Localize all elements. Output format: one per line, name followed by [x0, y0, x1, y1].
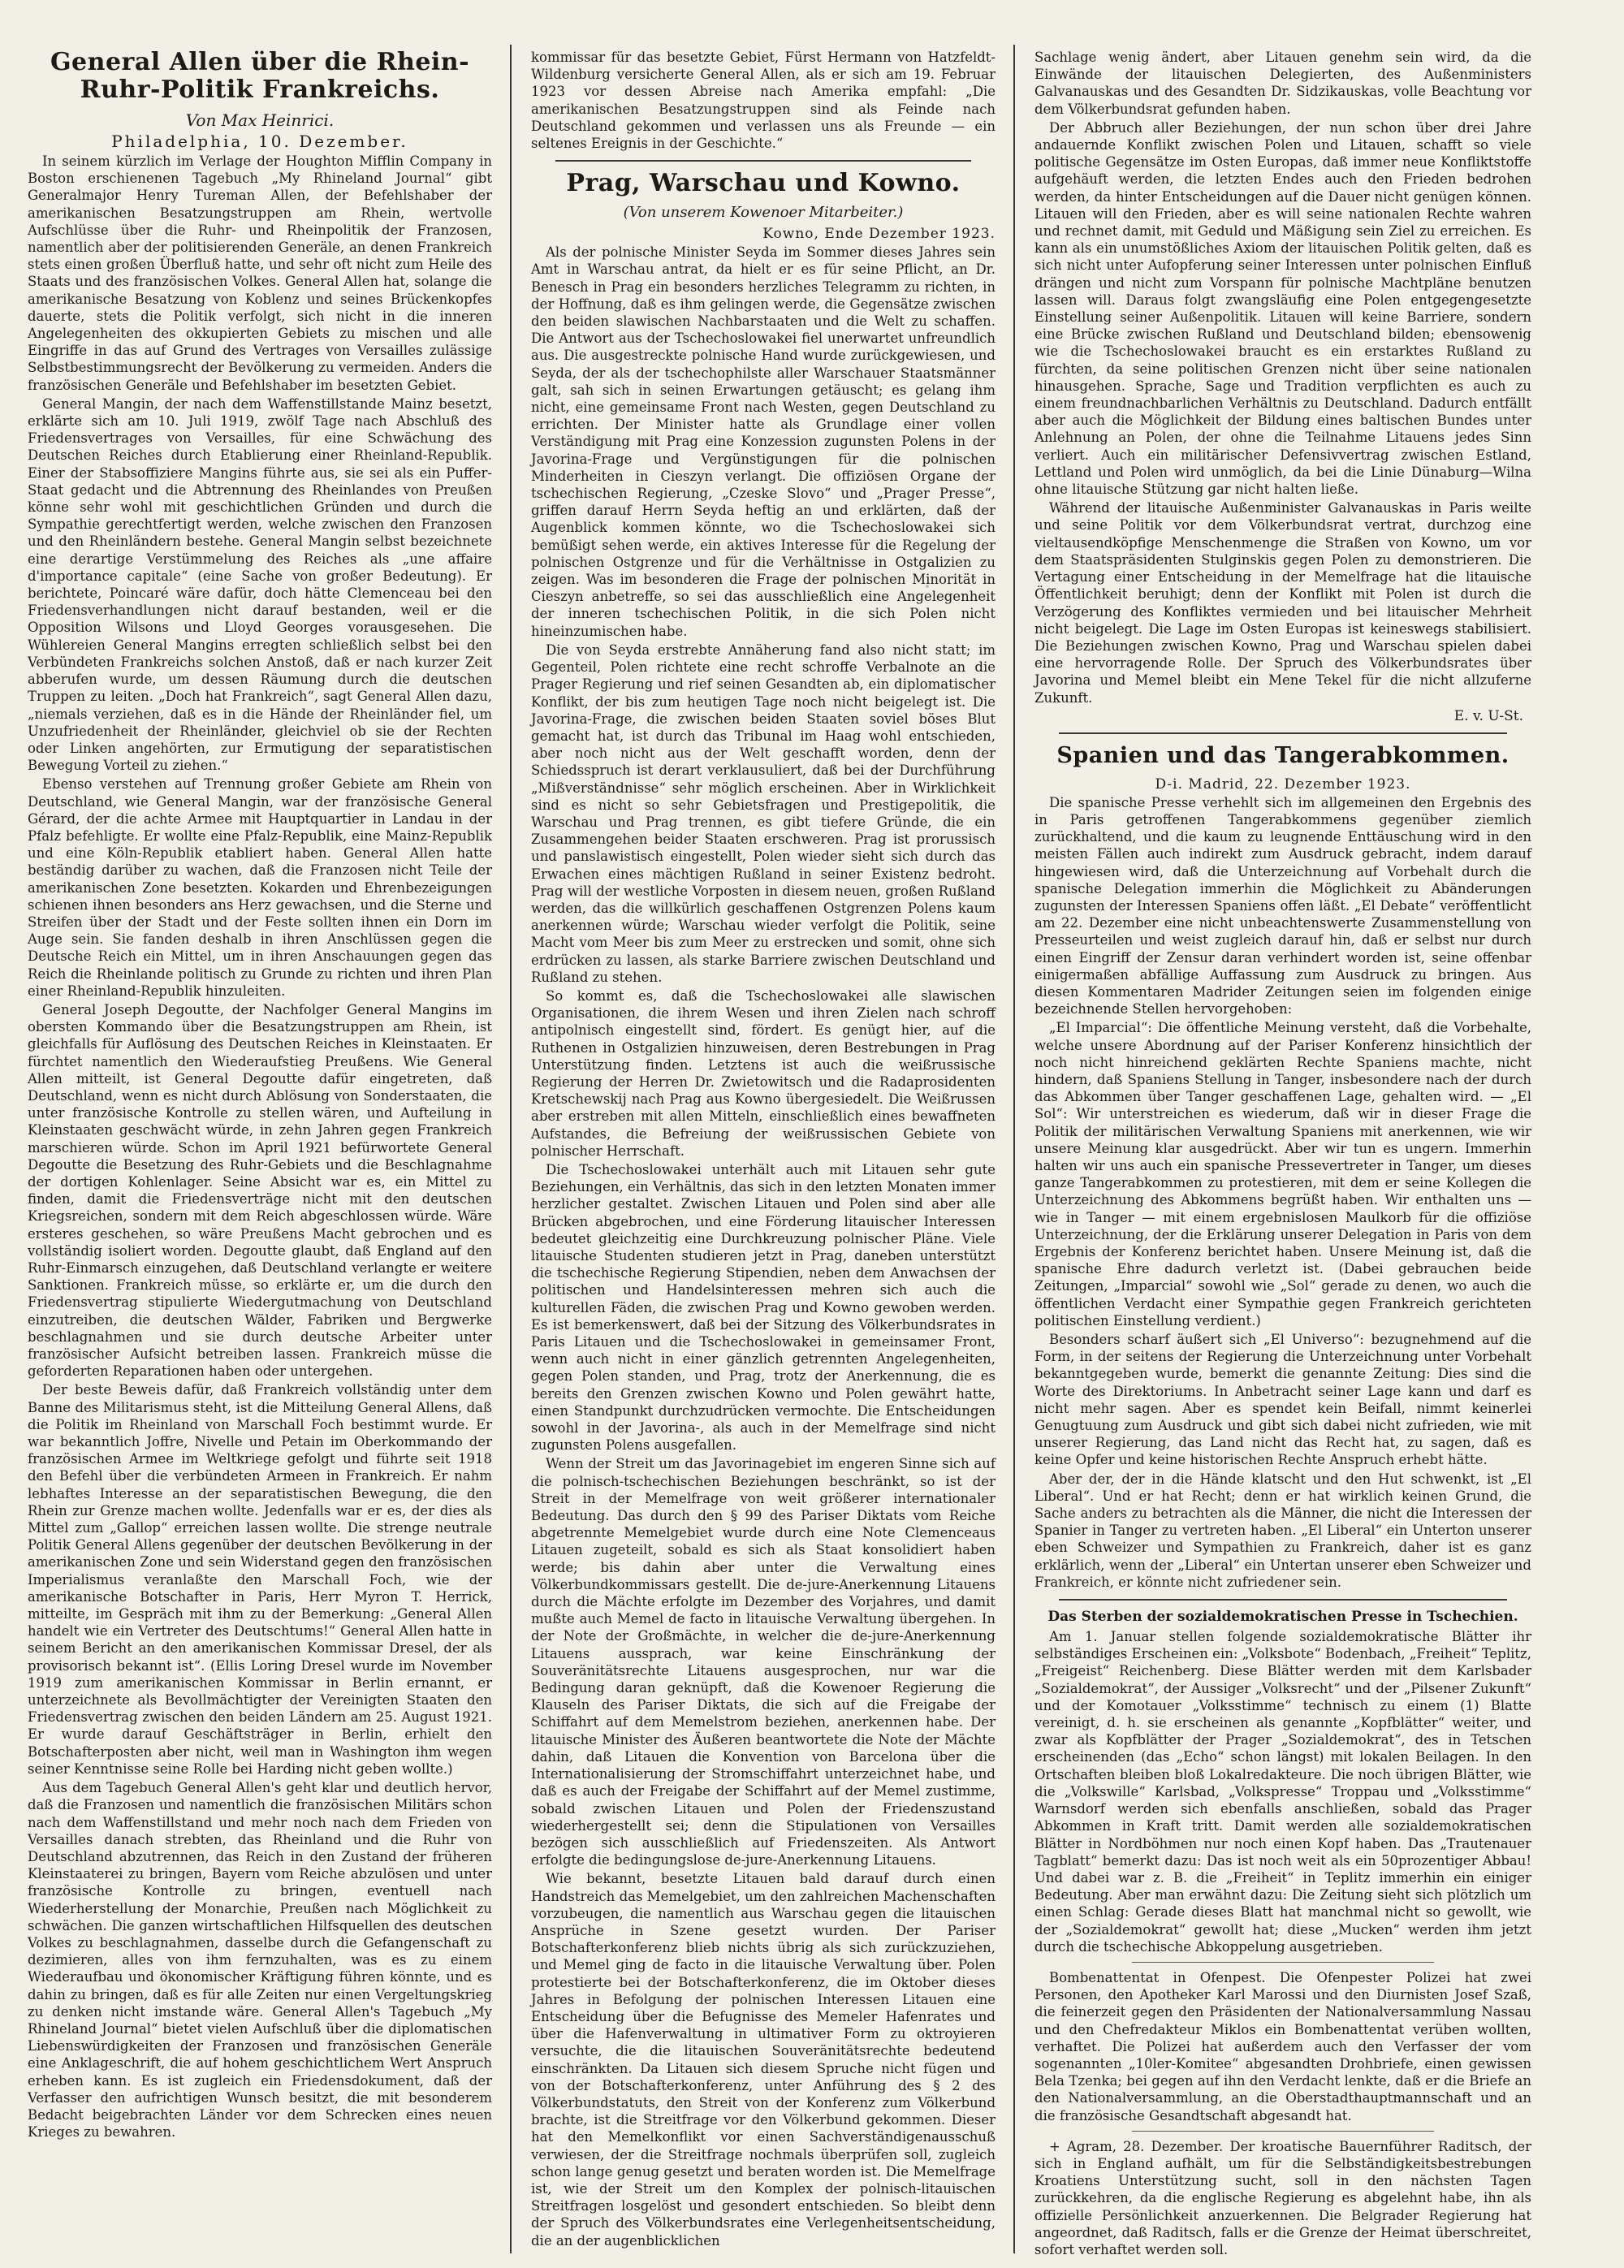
notice-text: Am 1. Januar stellen folgende sozialdemokratische Blätter ihr selbständiges Erscheinen ein: „Volksbote“ Bodenbach, „Freiheit“ Teplitz, „Freigeist“ Reichenberg. Diese Blätter werden mit dem Karlsbader „Sozialdemokrat“, der Aussiger „Volksrecht“ und der „Pilsener Zukunft“ und der Komotauer „Volksstimme“ technisch zu einem (1) Blatte vereinigt, d. h. sie erscheinen als genannte „Kopfblätter“ weiter, und zwar als Kopfblätter der Prager „Sozialdemokrat“, des in Tetschen erscheinenden (das „Echo“ schon längst) mit lokalen Beilagen. In den Ortschaften bleiben bloß Lokalredakteure. Die noch übrigen Blätter, wie die „Volkswille“ Karlsbad, „Volkspresse“ Troppau und „Volksstimme“ Warnsdorf werden sich ebenfalls anschließen, sobald das Prager Abkommen in Kraft tritt. Damit werden alle sozialdemokratischen Blätter in Nordböhmen nur noch einen Kopf haben. Das „Trautenauer Tagblatt“ bemerkt dazu: Das ist noch weit als ein 50prozentiger Abbau! Und dabei war z. B. die „Freiheit“ in Teplitz immerhin ein einiger Bedeutung. Aber man erwähnt dazu: Die Zeitung sieht sich plötzlich um einen Schlag: Gerade dieses Blatt hat manchmal nicht so gewollt, wie der „Sozialdemokrat“ gewollt hat; diese „Mucken“ werden ihm jetzt durch die tschechische Abkoppelung ausgetrieben.: [1034, 1629, 1531, 1955]
notice-title: Das Sterben der sozialdemokratischen Presse in Tschechien.: [1047, 1609, 1518, 1626]
paragraph: Wie bekannt, besetzte Litauen bald darauf durch einen Handstreich das Memelgebiet, um den zahlreichen Machenschaften vorzubeugen, die namentlich aus Warschau gegen die litauischen Ansprüche in Szene gesetzt wurden. Der Pariser Botschafterkonferenz blieb nichts übrig als sich zurückzuziehen, und Memel ging de facto in die litauische Verwaltung über. Polen protestierte bei der Botschafterkonferenz, die im Oktober dieses Jahres in Befolgung der polnischen Interessen Litauen eine Entscheidung über die Befugnisse des Memeler Hafenrates und über die Hafenverwaltung in ultimativer Form zu oktroyieren versuchte, die die litauischen Souveränitätsrechte bedeutend einschränkten. Da Litauen sich diesem Spruche nicht fügen und von der Botschafterkonferenz, unter Anführung des § 2 des Völkerbundstatuts, den Streit von der Konferenz zum Völkerbund brachte, ist die Streitfrage vor den Völkerbund gekommen. Dieser hat den Memelkonflikt vor einen Sachverständigenausschuß verwiesen, der die Streitfrage nochmals überprüfen soll, zugleich schon lange genug gesetzt und beraten worden ist. Die Memelfrage ist, wie der Streit um den Komplex der polnisch-litauischen Streitfragen losgelöst und gesondert entschieden. So bleibt denn der Spruch des Völkerbundsrates eine Verlegenheitsentscheidung, die an der augenblicklichen: [531, 1871, 996, 2249]
separator: [1132, 2131, 1434, 2132]
author-signature: E. v. U-St.: [1453, 707, 1523, 724]
column-rule: [1013, 45, 1015, 2253]
article-headline: Prag, Warschau und Kowno.: [566, 169, 961, 198]
paragraph: General Mangin, der nach dem Waffenstillstande Mainz besetzt, erklärte sich am 10. Juli 1919, zwölf Tage nach Abschluß des Friedensvertrages von Versailles, für eine Schwächung des Deutschen Reiches durch Etablierung einer Rheinland-Republik. Einer der Stabsoffiziere Mangins führte aus, sie sei als ein Puffer-Staat gedacht und die Abtrennung des Rheinlandes von Preußen könne sehr wohl mit geschichtlichen Gründen und durch die Sympathie gerechtfertigt werden, welche zwischen den Franzosen und den Rheinländern bestehe. General Mangin selbst bezeichnete eine derartige Verstümmelung des Reiches als „une affaire d'importance capitale“ (eine Sache von großer Bedeutung). Er berichtete, Poincaré wäre dafür, doch hätte Clemenceau bei den Friedensverhandlungen nicht darauf bestanden, weil er die Opposition Wilsons und Lloyd Georges vorausgesehen. Die Wühlereien General Mangins erregten schließlich selbst bei den Verbündeten Frankreichs solchen Anstoß, daß er nach kurzer Zeit abberufen wurde, um dessen Räumung durch die deutschen Truppen zu leiten. „Doch hat Frankreich“, sagt General Allen dazu, „niemals verziehen, daß es in die Hände der Rheinländer fiel, um Unzufriedenheit der Rheinländer, gleichviel ob sie der Rechten oder Linken angehörten, zur Ermutigung der separatistischen Bewegung Vorteil zu ziehen.“: [28, 395, 492, 774]
separator: [1059, 732, 1507, 734]
print-speck: [252, 1283, 254, 1285]
paragraph: General Joseph Degoutte, der Nachfolger General Mangins im obersten Kommando über die Besatzungstruppen am Rhein, ist gleichfalls für Auflösung des Deutschen Reiches in Kleinstaaten. Er fürchtet namentlich den Wiederaufstieg Preußens. Wie General Allen mitteilt, ist General Degoutte dafür eingetreten, daß Deutschland, wenn es nicht durch Ablösung von Sonderstaaten, die unter französische Kontrolle zu stellen wären, und Aufteilung in Kleinstaaten geschwächt würde, in zehn Jahren gegen Frankreich marschieren würde. Schon im April 1921 befürwortete General Degoutte die Besetzung des Ruhr-Gebiets und die Beschlagnahme der dortigen Kohlenlager. Seine Absicht war es, ein Mittel zu finden, damit die Friedensverträge nicht mit den deutschen Kriegsreichen, sondern mit dem Reich abgeschlossen würde. Wäre ersteres geschehen, so wäre Preußens Macht gebrochen und es vollständig isoliert worden. Degoutte glaubt, daß England auf den Ruhr-Einmarsch einzugehen, daß Deutschland verlangte er weitere Sanktionen. Frankreich müsse, so erklärte er, um die durch den Friedensvertrag stipulierte Wiedergutmachung von Deutschland einzutreiben, die deutschen Wälder, Fabriken und Bergwerke beschlagnahmen und sie durch deutsche Arbeiter unter französischer Aufsicht betreiben lassen. Frankreich müsse die geforderten Reparationen haben oder untergehen.: [28, 1001, 492, 1380]
notice-text: Bombenattentat in Ofenpest. Die Ofenpester Polizei hat zwei Personen, den Apotheker Karl Marossi und den Diurnisten Josef Szaß, die feinerzeit gegen den Präsidenten der Nationalversammlung Nassau und den Chefredakteur Miklos ein Bombenattentat verüben wollten, verhaftet. Die Polizei hat außerdem auch den Verfasser der vom sogenannten „10ler-Komitee“ abgesandten Drohbriefe, einen gewissen Bela Tzenka; bei gegen auf ihn den Verdacht lenkte, daß er die Briefe an den Nationalversammlung, an die Oberstadthauptmannschaft und an die französische Gesandtschaft abgesandt hat.: [1034, 1969, 1531, 2123]
article-headline: Spanien und das Tangerabkommen.: [1056, 742, 1510, 768]
paragraph: Die Tschechoslowakei unterhält auch mit Litauen sehr gute Beziehungen, ein Verhältnis, das sich in den letzten Monaten immer herzlicher gestaltet. Zwischen Litauen und Polen sind aber alle Brücken abgebrochen, und eine Förderung litauischer Interessen bedeutet gleichzeitig eine Durchkreuzung polnischer Pläne. Viele litauische Studenten studieren jetzt in Prag, daneben unterstützt die tschechische Regierung Stipendien, neben dem Anwachsen der politischen und Handelsinteressen mehren sich auch die kulturellen Fäden, die zwischen Prag und Kowno gewoben werden. Es ist bemerkenswert, daß bei der Sitzung des Völkerbundsrates in Paris Litauen und die Tschechoslowakei in gemeinsamer Front, wenn auch nicht in einer gänzlich getrennten Angelegenheiten, gegen Polen standen, und Prag, trotz der Anerkennung, die es bereits den Grenzen zwischen Kowno und Polen gewährt hatte, einen Standpunkt durchzudrücken vermochte. Die Entscheidungen sowohl in der Javorina-, als auch in der Memelfrage sind nicht zugunsten Polens ausgefallen.: [531, 1161, 996, 1454]
column-right: [1023, 49, 1543, 2257]
paragraph: Der Abbruch aller Beziehungen, der nun schon über drei Jahre andauernde Konflikt zwischen Polen und Litauen, schafft so viele politische Gegensätze im Osten Europas, daß immer neue Konfliktstoffe aufgehäuft werden, die letzten Endes auch den Frieden bedrohen werden, da hinter Entscheidungen auf die Dauer nicht genügen können. Litauen will den Frieden, aber es will seine nationalen Rechte wahren und rechnet damit, mit Geduld und Mäßigung sein Ziel zu erreichen. Es kann als ein unumstößliches Axiom der litauischen Politik gelten, daß es sich nicht unter Aufopferung seiner Interessen unter polnischen Einfluß drängen und nicht zum Vorspann für polnische Machtpläne benutzen lassen will. Daraus folgt zwangsläufig eine Polen entgegengesetzte Einstellung seiner Außenpolitik. Litauen will keine Barriere, sondern eine Brücke zwischen Rußland und Deutschland bilden; ebensowenig wie die Tschechoslowakei braucht es ein erstarktes Rußland zu fürchten, da seine politischen Grenzen nicht über seine nationalen hinausgehen. Sprache, Sage und Tradition verpflichten es auch zu einem freundnachbarlichen Verhältnis zu Deutschland. Dadurch entfällt aber auch die Möglichkeit der Bildung eines baltischen Bundes unter Anlehnung an Polen, der ohne die Teilnahme Litauens jedes Sinn verliert. Auch ein militärischer Defensivvertrag zwischen Estland, Lettland und Polen wird unmöglich, da bei die Linie Dünaburg—Wilna ohne litauische Stützung gar nicht halten ließe.: [1034, 119, 1531, 498]
column-rule: [510, 45, 512, 2253]
separator: [1132, 1962, 1434, 1963]
paragraph: Aus dem Tagebuch General Allen's geht klar und deutlich hervor, daß die Franzosen und namentlich die französischen Militärs schon nach dem Waffenstillstand und mehr noch nach dem Frieden von Versailles danach strebten, das Rheinland und die Ruhr von Deutschland abzutrennen, das Reich in den Zustand der früheren Kleinstaaterei zu bringen, Bayern vom Reiche abzulösen und unter französische Kontrolle zu bringen, eventuell nach Wiederherstellung der Monarchie, Preußen nach Möglichkeit zu schwächen. Die ganzen wirtschaftlichen Hilfsquellen des deutschen Volkes zu beschlagnahmen, dasselbe durch die Gefangenschaft zu dezimieren, alles von ihm fernzuhalten, was es zu einem Wiederaufbau und ökonomischer Kräftigung führen könnte, und es dahin zu bringen, daß es für alle Zeiten nur einen Vergeltungskrieg zu denken nicht imstande wäre. General Allen's Tagebuch „My Rhineland Journal“ bietet vielen Aufschluß über die diplomatischen Liebenswürdigkeiten der Franzosen und französischen Generäle eine Anklageschrift, die auf hohem geschichtlichem Wert Anspruch erheben kann. Es ist zugleich ein Friedensdokument, daß der Verfasser den aufrichtigen Wunsch besitzt, die mit besonderem Bedacht beigebrachten Länder vor dem Schrecken eines neuen Krieges zu bewahren.: [28, 1780, 492, 2141]
notice-text: + Agram, 28. Dezember. Der kroatische Bauernführer Raditsch, der sich in England aufhält, um für die Selbständigkeitsbestrebungen Kroatiens Unterstützung sucht, soll in den nächsten Tagen zurückkehren, da die englische Regierung es abgelehnt habe, ihn als offizielle Persönlichkeit anzuerkennen. Die Belgrader Regierung hat angeordnet, daß Raditsch, falls er die Grenze der Heimat überschreitet, sofort verhaftet werden soll.: [1034, 2138, 1531, 2257]
dateline: Philadelphia, 10. Dezember.: [111, 132, 408, 151]
separator: [555, 160, 971, 162]
paragraph: Ebenso verstehen auf Trennung großer Gebiete am Rhein von Deutschland, wie General Mangin, war der französische General Gérard, der die achte Armee mit Hauptquartier in Landau in der Pfalz befehligte. Er wollte eine Pfalz-Republik, eine Mainz-Republik und eine Köln-Republik etabliert haben. General Allen hatte beständig darüber zu wachen, daß die Franzosen nicht Teile der amerikanischen Zone besetzten. Kokarden und Ehrenbezeigungen schienen ihnen besonders ans Herz gewachsen, und die Sterne und Streifen über der Stadt und der Feste sollten ihnen ein Dorn im Auge sein. Sie fanden deshalb in ihren Anschlüssen gegen die Deutsche Reich ein Mittel, um in ihren Anschauungen gegen das Reich die Rheinlande politisch zu Grunde zu richten und ihren Plan einer Rheinland-Republik hinzuleiten.: [28, 776, 492, 999]
paragraph: Der beste Beweis dafür, daß Frankreich vollständig unter dem Banne des Militarismus steht, ist die Mitteilung General Allens, daß die Politik im Rheinland von Marschall Foch bestimmt wurde. Er war bekanntlich Joffre, Nivelle und Petain im Oberkommando der französischen Armee im Weltkriege gefolgt und führte seit 1918 den Befehl über die verbündeten Armeen in Frankreich. Er nahm lebhaftes Interesse an der separatistischen Bewegung, die den Rhein zur Grenze machen wollte. Jedenfalls war er es, der dies als Mittel zum „Gallop“ erreichen lassen wollte. Die strenge neutrale Politik General Allens gegenüber der deutschen Bevölkerung in der amerikanischen Zone und sein Widerstand gegen den französischen Imperialismus veranlaßte den Marschall Foch, wie der amerikanische Botschafter in Paris, Herr Myron T. Herrick, mitteilte, im Gespräch mit ihm zu der Bemerkung: „General Allen handelt wie ein Vertreter des Deutschtums!“ General Allen hatte in seinem Bericht an den amerikanischen Kommissar Dresel, der als provisorisch bekannt ist“. (Ellis Loring Dresel wurde im November 1919 zum amerikanischen Kommissar in Berlin ernannt, er unterzeichnete als Bevollmächtigter der Vereinigten Staaten den Friedensvertrag zwischen den beiden Ländern am 25. August 1921. Er wurde darauf Geschäftsträger in Berlin, erhielt den Botschafterposten aber nicht, weil man in Washington ihm wegen seiner Kenntnisse seine Rolle bei Harding nicht geben wollte.): [28, 1382, 492, 1777]
article-headline: General Allen über die Rhein-Ruhr-Politik Frankreichs.: [50, 48, 470, 104]
paragraph: In seinem kürzlich im Verlage der Houghton Mifflin Company in Boston erschienenen Tagebuch „My Rhineland Journal“ gibt Generalmajor Henry Tureman Allen, der Befehlshaber der amerikanischen Besatzungstruppen am Rhein, wertvolle Aufschlüsse über die Ruhr- und Rheinpolitik der Franzosen, namentlich aber der politisierenden Generäle, an denen Frankreich stets einen großen Überfluß hatte, und sehr oft nicht zum Heile des Staats und des französischen Volkes. General Allen hat, solange die amerikanische Besatzung von Koblenz und seines Brückenkopfes dauerte, stets die Politik verfolgt, sich nicht in die inneren Angelegenheiten des okkupierten Gebiets zu mischen und alle Eingriffe in das auf Grund des Vertrages von Versailles zulässige Selbstbestimmungsrecht der Bevölkerung zu vermeiden. Anders die französischen Generäle und Befehlshaber im besetzten Gebiet.: [28, 153, 493, 393]
print-speck: [926, 585, 929, 588]
subhead: (Von unserem Kowenoer Mitarbeiter.): [623, 204, 904, 222]
paragraph: Die spanische Presse verhehlt sich im allgemeinen den Ergebnis des in Paris getroffenen Tangerabkommens gegenüber ziemlich zurückhaltend, und die kaum zu leugnende Enttäuschung wird in den meisten Fällen auch indirekt zum Ausdruck gebracht, indem darauf hingewiesen wird, daß die Unterzeichnung auf Vorbehalt durch die spanische Delegation immerhin die Möglichkeit zu Abänderungen zugunsten der Interessen Spaniens offen läßt. „El Debate“ veröffentlicht am 22. Dezember eine nicht unbeachtenswerte Zusammenstellung von Presseurteilen und weist zugleich darauf hin, daß er selbst nur durch einen Eingriff der Zensur daran verhindert worden ist, seine offenbar einigermaßen abfällige Auffassung zum Ausdruck zu bringen. Aus diesen Kommentaren Madrider Zeitungen seien im folgenden einige bezeichnende Stellen hervorgehoben:: [1034, 794, 1531, 1017]
column-middle: [520, 49, 1007, 2249]
paragraph: „El Imparcial“: Die öffentliche Meinung versteht, daß die Vorbehalte, welche unsere Abordnung auf der Pariser Konferenz hinsichtlich der noch nicht hinreichend geklärten Rechte Spaniens machte, nicht hindern, daß Spaniens Stellung in Tanger, insbesondere nach der durch das Abkommen über Tanger geschaffenen Lage, gehalten wird. — „El Sol“: Wir unterstreichen es wiederum, daß wir in dieser Frage die Politik der militärischen Verwaltung Spaniens mit anerkennen, wie wir unsere Meinung klar ausgedrückt. Aber wir tun es ungern. Immerhin halten wir uns auch ein spanische Pressevertreter in Tanger, um dieses ganze Tangerabkommen zu protestieren, mit dem er seine Kollegen die Unterzeichnung des Abkommens begrüßt haben. Wir enthalten uns — wie in Tanger — mit einem ergebnislosen Maulkorb für die offiziöse Unterzeichnung, der die Erklärung unserer Delegation in Paris von dem Ergebnis der Konferenz berichtet haben. Unsere Meinung ist, daß die spanische Ehre dadurch verletzt ist. (Dabei gebrauchen beide Zeitungen, „Imparcial“ sowohl wie „Sol“ gerade zu denen, wo auch die öffentlichen Verdacht einer Sympathie gegen Frankreich gerichteten politischen Einstellung verdient.): [1034, 1020, 1531, 1328]
column-left: [16, 49, 503, 2241]
paragraph-continued: Sachlage wenig ändert, aber Litauen genehm sein wird, da die Einwände der litauischen Delegierten, des Außenministers Galvanauskas und des Gesandten Dr. Sidzikauskas, volle Beachtung vor dem Völkerbundsrat gefunden haben.: [1034, 50, 1531, 117]
print-speck: [1421, 1795, 1424, 1797]
paragraph-continued: kommissar für das besetzte Gebiet, Fürst Hermann von Hatzfeldt-Wildenburg versicherte General Allen, als er sich am 19. Februar 1923 vor dessen Abreise nach Amerika empfahl: „Die amerikanischen Besatzungstruppen sind als Feinde nach Deutschland gekommen und verlassen uns als Freunde — ein seltenes Ereignis in der Geschichte.“: [531, 50, 996, 152]
paragraph: Wenn der Streit um das Javorinagebiet im engeren Sinne sich auf die polnisch-tschechischen Beziehungen beschränkt, so ist der Streit in der Memelfrage von weit größerer internationaler Bedeutung. Das durch den § 99 des Pariser Diktats vom Reiche abgetrennte Memelgebiet wurde durch eine Note Clemenceaus Litauen zugeteilt, sobald es sich als Staat konsolidiert haben werde; bis dahin aber unter die Verwaltung eines Völkerbundkommissars gestellt. Die de-jure-Anerkennung Litauens durch die Mächte erfolgte im Dezember des Vorjahres, und damit mußte auch Memel de facto in litauische Verwaltung übergehen. In der Note der Großmächte, in welcher die de-jure-Anerkennung Litauens aussprach, war keine Einschränkung der Souveränitätsrechte Litauens ausgesprochen, nur war die Bedingung daran geknüpft, daß die Kowenoer Regierung die Klauseln des Pariser Diktats, die sich auf die Freigabe der Schiffahrt auf dem Memelstrom beziehen, anerkennen habe. Der litauische Minister des Äußeren beantwortete die Note der Mächte dahin, daß Litauen die Konvention von Barcelona über die Internationalisierung der Stromschiffahrt unterzeichnet habe, und daß es auch der Freigabe der Schiffahrt auf der Memel zustimme, sobald zwischen Litauen und Polen der Friedenszustand wiederhergestellt sei; denn die Stipulationen von Versailles bezögen sich ausschließlich auf Friedenszeiten. Als Antwort erfolgte die bedingungslose de-jure-Anerkennung Litauens.: [531, 1456, 996, 1868]
paragraph: Die von Seyda erstrebte Annäherung fand also nicht statt; im Gegenteil, Polen richtete eine recht schroffe Verbalnote an die Prager Regierung und rief seinen Gesandten ab, ein diplomatischer Konflikt, der bis zum heutigen Tage noch nicht beigelegt ist. Die Javorina-Frage, die zwischen beiden Staaten soviel böses Blut gemacht hat, ist durch das Tribunal im Haag wohl entschieden, aber noch nicht aus der Welt geschafft worden, denn der Schiedsspruch ist derart verklausuliert, daß bei der Durchführung „Mißverständnisse“ sehr möglich erscheinen. Aber in Wirklichkeit sind es nicht so sehr Gebietsfragen und Prestigepolitik, die Warschau und Prag trennen, es gibt tiefere Gründe, die ein Zusammengehen beider Staaten erschweren. Prag ist prorussisch und panslawistisch eingestellt, Polen wieder sieht sich durch das Erwachen eines mächtigen Rußland in seiner Existenz bedroht. Prag will der westliche Vorposten in diesem neuen, großen Rußland werden, das die willkürlich geschaffenen Ostgrenzen Polens kaum anerkennen würde; Warschau wieder verfolgt die Politik, seine Macht vom Meer bis zum Meer zu erstrecken und somit, ohne sich erdrücken zu lassen, als starke Barriere zwischen Deutschland und Rußland zu stehen.: [531, 642, 996, 985]
paragraph: Während der litauische Außenminister Galvanauskas in Paris weilte und seine Politik vor dem Völkerbundsrat vertrat, durchzog eine vieltausendköpfige Menschenmenge die Straßen von Kowno, um vor dem Staatspräsidenten Stulginskis gegen Polen zu demonstrieren. Die Vertagung einer Entscheidung in der Memelfrage hat die litauische Öffentlichkeit beruhigt; denn der Konflikt mit Polen ist durch die Verzögerung des Konfliktes vermieden und bei litauischer Mehrheit nicht beigelegt. Die Lage im Osten Europas ist keineswegs stabilisiert. Die Beziehungen zwischen Kowno, Prag und Warschau spielen dabei eine hervorragende Rolle. Der Spruch des Völkerbundsrates über Javorina und Memel bleibt ein Mene Tekel für die nicht allzuferne Zukunft.: [1034, 500, 1531, 706]
paragraph: Als der polnische Minister Seyda im Sommer dieses Jahres sein Amt in Warschau antrat, da hielt er es für seine Pflicht, an Dr. Benesch in Prag ein besonders herzliches Telegramm zu richten, in der Hoffnung, daß es ihm gelingen werde, die Gegensätze zwischen den beiden slawischen Nachbarstaaten und die Welt zu schaffen. Die Antwort aus der Tschechoslowakei fiel unerwartet unfreundlich aus. Die ausgestreckte polnische Hand wurde zurückgewiesen, und Seyda, der als der tschechophilste aller Warschauer Staatsmänner galt, sah sich in seinen Erwartungen getäuscht; es gelang ihm nicht, eine gemeinsame Front nach Westen, gegen Deutschland zu errichten. Der Minister hatte als Grundlage einer vollen Verständigung mit Prag eine Konzession zugunsten Polens in der Javorina-Frage und Vergünstigungen für die polnischen Minderheiten in Cieszyn verlangt. Die offiziösen Organe der tschechischen Regierung, „Czeske Slovo“ und „Prager Presse“, griffen darauf Herrn Seyda heftig an und erklärten, daß der Augenblick kommen könnte, wo die Tschechoslowakei sich bemüßigt sehen werde, ein aktives Interesse für die Regelung der polnischen Ostgrenze und für die Verhältnisse in Ostgalizien zu zeigen. Was im besonderen die Frage der polnischen Minorität in Cieszyn anbetreffe, so sei das ausschließlich eine Angelegenheit der inneren tschechischen Politik, in die sich Polen nicht hineinzumischen habe.: [531, 244, 996, 639]
dateline: Kowno, Ende Dezember 1923.: [762, 226, 996, 243]
dateline: D-i. Madrid, 22. Dezember 1923.: [1155, 775, 1411, 793]
paragraph: Aber der, der in die Hände klatscht und den Hut schwenkt, ist „El Liberal“. Und er hat Recht; denn er hat wirklich keinen Grund, die Sache anders zu betrachten als die Männer, die nicht die Interessen der Spanier in Tanger zu vertreten haben. „El Liberal“ ein Unterton unserer eben Schweizer und Sympathien zu Frankreich, daher ist es ganz erklärlich, wenn der „Liberal“ ein Untertan unserer eben Schweizer und Frankreich, er könnte nicht zufriedener sein.: [1034, 1471, 1531, 1590]
byline: Von Max Heinrici.: [185, 110, 335, 130]
paragraph: So kommt es, daß die Tschechoslowakei alle slawischen Organisationen, die ihrem Wesen und ihren Zielen nach schroff antipolnisch eingestellt sind, fördert. Es genügt hier, auf die Ruthenen in Ostgalizien hinzuweisen, deren Bestrebungen in Prag Unterstützung finden. Letztens ist auch die weißrussische Regierung der Herren Dr. Zwietowitsch und die Radaprosidenten Kretschewskij nach Prag aus Kowno übergesiedelt. Die Weißrussen aber erstreben mit allen Mitteln, einschließlich eines bewaffneten Aufstandes, die Befreiung der weißrussischen Gebiete von polnischer Herrschaft.: [531, 987, 996, 1159]
paragraph: Besonders scharf äußert sich „El Universo“: bezugnehmend auf die Form, in der seitens der Regierung die Unterzeichnung unter Vorbehalt bekanntgegeben wurde, bemerkt die genannte Zeitung: Dies sind die Worte des Direktoriums. In Anbetracht seiner Lage kann und darf es nicht mehr sagen. Aber es spendet kein Beifall, nimmt keinerlei Genugtuung zum Ausdruck und gibt sich dabei nicht zufrieden, wie mit unserer Regierung, das Land nicht das Recht hat, zu sagen, daß es keine Opfer und keine historischen Rechte Anspruch erhebt hätte.: [1034, 1332, 1531, 1468]
separator: [1059, 1599, 1507, 1601]
